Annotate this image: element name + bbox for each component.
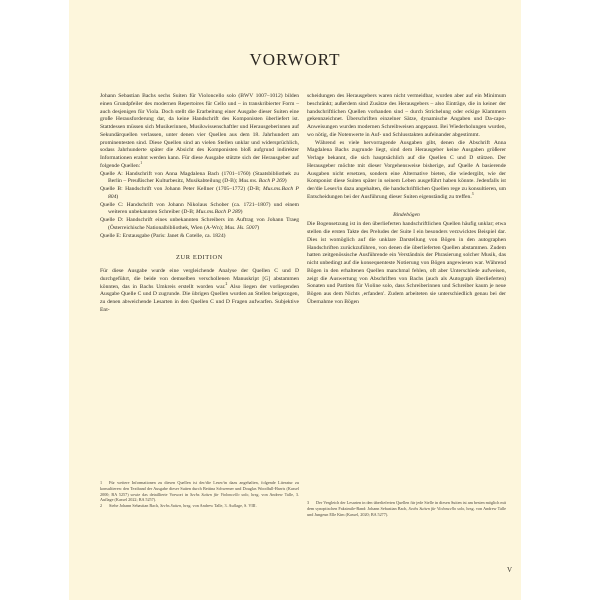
edition-paragraph: Für diese Ausgabe wurde eine vergleichende Analyse der Quellen C und D durchgeführt, die beide von demselben verschollenen Manuskript [G] abstammen könnten, das in Bachs Umkreis erstellt worden war.$^2$ Also liegen der vorliegenden Ausgabe Quelle C und D zugrunde. Die übrigen Quellen wurden an Stellen beigezogen, zu denen abweichende Lesarten in den Quellen C und D Fragen aufwarfen. Subjektive Ent- xyxy=(100,268,299,313)
source-item-b: Quelle B: Handschrift von Johann Peter Kellner (1705–1772) (D-B; Mus.ms.Bach P 804) xyxy=(100,186,299,200)
footnotes-left xyxy=(100,480,299,509)
section-heading-zur-edition: ZUR EDITION xyxy=(176,254,223,262)
source-list xyxy=(100,171,299,241)
document-page xyxy=(69,0,521,600)
paragraph-continuation: scheidungen des Herausgebers waren nicht vermeidbar, wurden aber auf ein Minimum beschränkt; außerdem sind Zusätze des Herausgebers – also Einträge, die in keiner der handschriftlichen Quellen vorhanden sind – durch Strichelung oder eckige Klammern gekennzeichnet. Überschriften einzelner Sätze, dynamische Angaben und Da-capo-Anweisungen wurden modernen Schreibweisen angepasst. Bei Wiederholungen wurden, wo nötig, die Notenwerte in Auf- und Schlusstakten aufeinander abgestimmt. xyxy=(307,93,506,138)
footnote-ref[interactable]: 1 xyxy=(140,160,143,165)
page-title: VORWORT xyxy=(249,50,341,69)
intro-paragraph: Johann Sebastian Bachs sechs Suiten für Violoncello solo (BWV 1007–1012) bilden einen Grundpfeiler des modernen Repertoires für Cello und – in transkribierter Form – auch desjenigen für Viola. Doch stellt die Erarbeitung einer Ausgabe dieser Suiten eine große Herausforderung dar, da keine Handschrift des Komponisten überliefert ist. Stattdessen müssen sich Musikerinnen, Musikwissenschaftler und Herausgeberinnen auf Sekundärquellen verlassen, unter denen vier Quellen aus dem 18. Jahrhundert am prominentesten sind. Diese Quellen sind an vielen Stellen unklar und widersprüchlich, sodass Jahrhunderte später die Absicht des Komponisten bloß aufgrund indirekter Informationen erahnt werden kann. Für diese Ausgabe stützte sich der Herausgeber auf folgende Quellen:$^1$ xyxy=(100,93,299,169)
right-column xyxy=(307,93,506,307)
footnote-2: 2 Siehe Johann Sebastian Bach, Sechs Suiten, hrsg. von Andrew Talle, 3. Auflage, S. VIII. xyxy=(100,503,257,509)
source-item-e: Quelle E: Erstausgabe (Paris: Janet & Cotelle, ca. 1824) xyxy=(100,232,226,239)
paragraph-slurs: Die Bogensetzung ist in den überlieferten handschriftlichen Quellen häufig unklar; etwa stellen die ersten Takte des Preludes der Suite I ein besonders verzwicktes Beispiel dar. Dies ist womöglich auf die unklare Darstellung von Bögen in den autographen Handschriften zurückzuführen, von denen die überlieferten Quellen abstammen. Zudem hatten zeitgenössische Ausführende ein Verständnis der Phrasierung solcher Musik, das nicht unbedingt auf die konsequenteste Notierung von Bögen angewiesen war. Während Bögen in den erhaltenen Quellen manchmal fehlen, oft aber Unterschiede aufweisen, zeigt die Auswertung von Abschriften von Bachs (auch als Autograph überlieferten) Sonaten und Partiten für Violine solo, dass Schreiberinnen und Schreiber kaum je neue Bögen aus dem Nichts ‚erfanden'. Zudem arbeiteten sie unterschiedlich genau bei der Übernahme von Bögen xyxy=(307,221,506,305)
subheading-bindeboegen: Bindebögen xyxy=(393,211,420,218)
footnotes-right xyxy=(307,500,506,517)
footnote-ref[interactable]: 3 xyxy=(471,191,474,196)
source-item-d: Quelle D: Handschrift eines unbekannten Schreibers im Auftrag von Johann Traeg (Österreichische Nationalbibliothek, Wien (A-Wn); Mus. Hs. 5007) xyxy=(100,217,299,231)
source-item-c: Quelle C: Handschrift von Johann Nikolaus Schober (ca. 1721–1807) und einem weiteren unbekannten Schreiber (D-B; Mus.ms.Bach P 289) xyxy=(100,201,299,216)
footnote-3: 3 Der Vergleich der Lesarten in den überlieferten Quellen für jede Stelle in diesen Suiten ist am besten möglich mit dem synoptischen Faksimile-Band: Johann Sebastian Bach, Sechs Suiten für Violoncello solo, hrsg. von Andrew Talle und Jungeun Elle Kim (Kassel, 2020; BA 5277). xyxy=(307,500,506,517)
page-number: V xyxy=(507,566,513,574)
footnote-ref[interactable]: 2 xyxy=(225,281,228,286)
paragraph-editions: Während es viele hervorragende Ausgaben gibt, denen die Abschrift Anna Magdalena Bachs zugrunde liegt, sind dem Herausgeber keine Ausgaben größerer Verlage bekannt, die sich hauptsächlich auf die Quellen C und D stützen. Der Herausgeber möchte mit dieser Vorgehensweise bisherige, auf Quelle A basierende Ausgaben nicht ersetzen, sondern eine Alternative bieten, die wiedergibt, wie der Komponist diese Suiten später in seinem Leben ausgeführt haben könnte. Jedenfalls ist der/die Leser/in dazu angehalten, die handschriftlichen Quellen rege zu konsultieren, um Entscheidungen bei der Ausführung dieser Suiten eigenständig zu treffen.$^3$ xyxy=(307,139,506,200)
footnote-1: 1 Für weitere Informationen zu diesen Quellen ist der/die Leser/in dazu angehalten, folgende Literatur zu konsultieren: den Textband der Ausgabe dieser Suiten durch Bettina Schwemer und Douglas Woodfull-Harris (Kassel 2000; BA 5257) sowie das detaillierte Vorwort in Sechs Suiten für Violoncello solo, hrsg. von Andrew Talle, 3. Auflage (Kassel 2022; BA 5257). xyxy=(100,480,299,503)
source-item-a: Quelle A: Handschrift von Anna Magdalena Bach (1701–1760) (Staatsbibliothek zu Berlin – Preußischer Kulturbesitz, Musikabteilung (D-B); Mus.ms. Bach P 269) xyxy=(100,170,299,185)
left-column xyxy=(100,93,299,315)
